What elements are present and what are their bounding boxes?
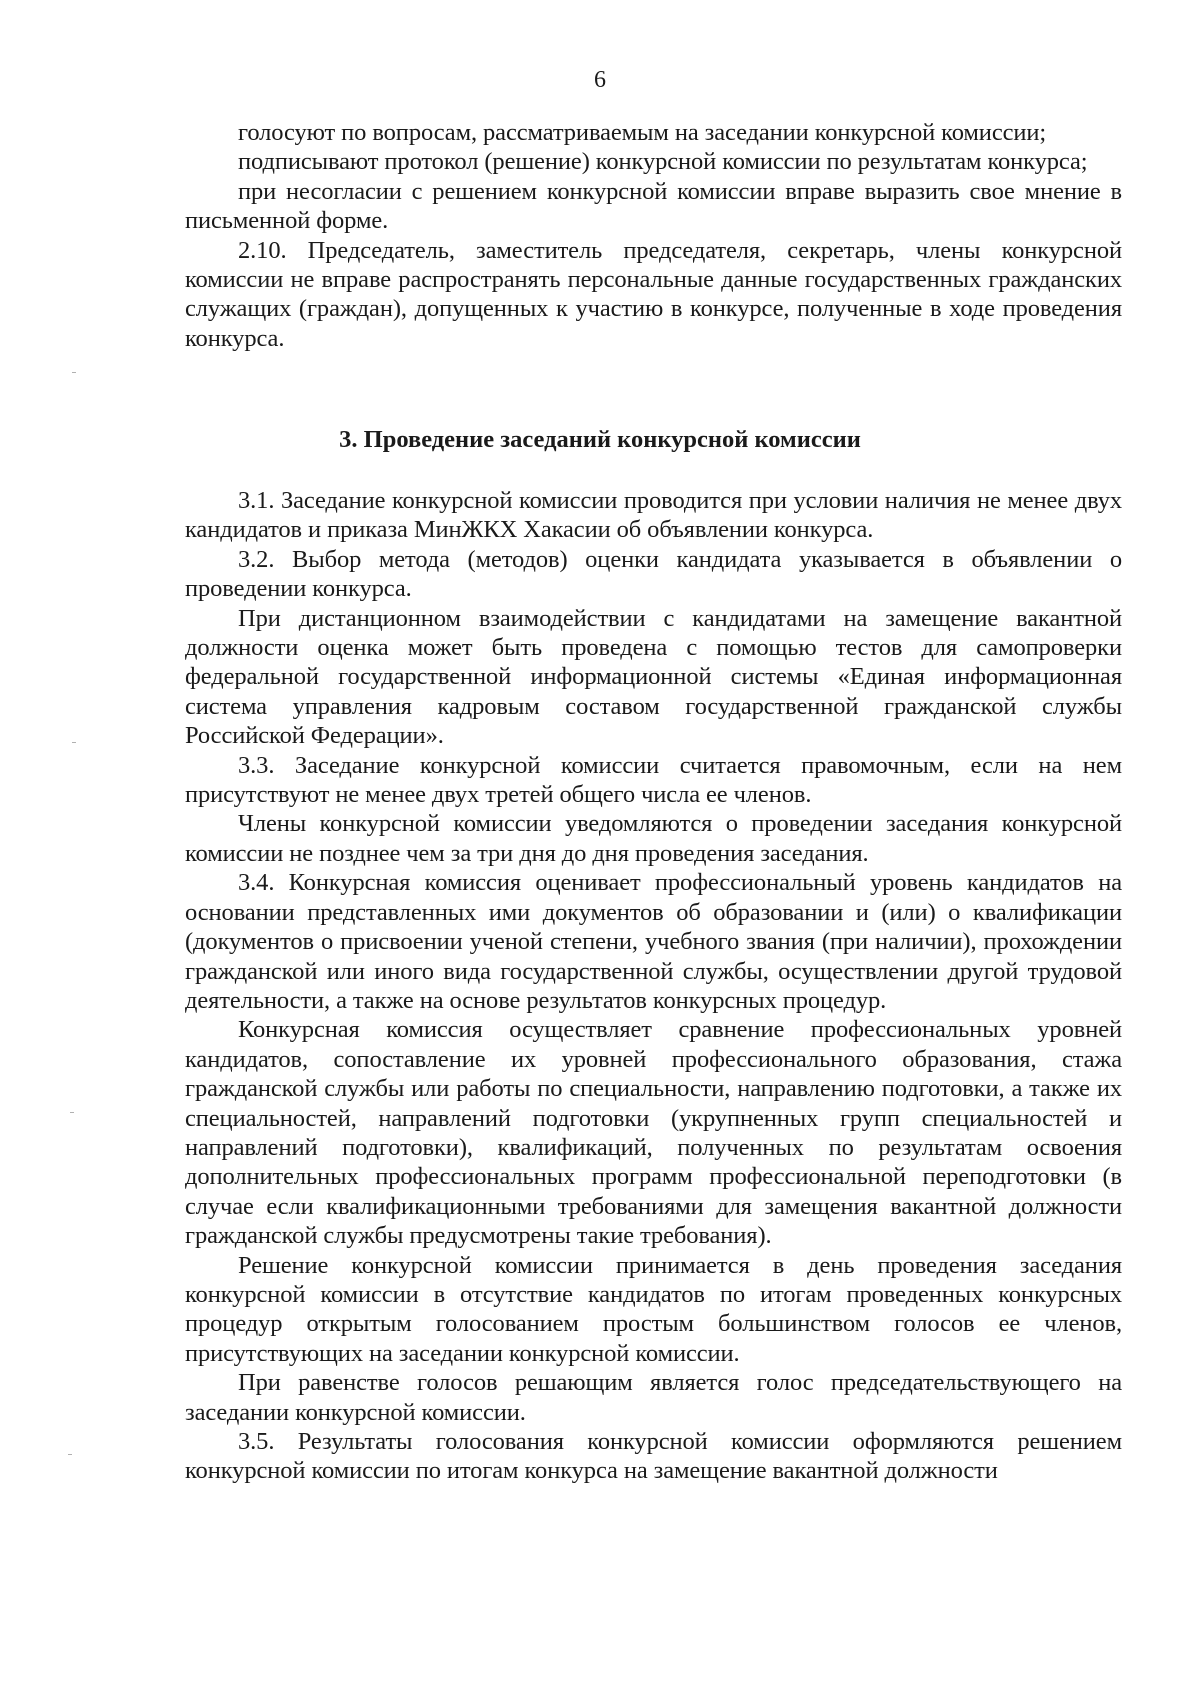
paragraph-vote: голосуют по вопросам, рассматриваемым на заседании конкурсной комиссии; <box>238 119 1047 146</box>
paragraph-disagreement: при несогласии с решением конкурсной комиссии вправе выразить свое мнение в письменной форме. <box>185 177 1122 235</box>
page-number: 6 <box>594 67 606 93</box>
paragraph-remote-assessment: При дистанционном взаимодействии с кандидатами на замещение вакантной должности оценка может быть проведена с помощью тестов для самопроверки федеральной государственной информационной системы «Единая информационная система управления кадровым составом государственной гражданской службы Российской Федерации». <box>185 604 1122 750</box>
paragraph-3-5: 3.5. Результаты голосования конкурсной комиссии оформляются решением конкурсной комиссии по итогам конкурса на замещение вакантной должности <box>185 1428 1122 1485</box>
paragraph-tie-vote: При равенстве голосов решающим является голос председательствующего на заседании конкурсной комиссии. <box>185 1369 1122 1426</box>
paragraph-3-1: 3.1. Заседание конкурсной комиссии проводится при условии наличия не менее двух кандидатов и приказа МинЖКХ Хакасии об объявлении конкурса. <box>185 487 1122 544</box>
paragraph-sign-protocol: подписывают протокол (решение) конкурсной комиссии по результатам конкурса; <box>238 148 1088 176</box>
paragraph-2-10: 2.10. Председатель, заместитель председателя, секретарь, члены конкурсной комиссии не вправе распространять персональные данные государственных гражданских служащих (граждан), допущенных к участию в конкурсе, полученные в ходе проведения конкурса. <box>185 236 1122 352</box>
intro-text-block <box>185 118 1122 353</box>
paragraph-3-3: 3.3. Заседание конкурсной комиссии считается правомочным, если на нем присутствуют не менее двух третей общего числа ее членов. <box>185 751 1122 809</box>
section-text-block <box>185 486 1122 1486</box>
scan-speck <box>72 742 76 743</box>
paragraph-decision: Решение конкурсной комиссии принимается в день проведения заседания конкурсной комиссии в отсутствие кандидатов по итогам проведенных конкурсных процедур открытым голосованием простым большинством голосов ее членов, присутствующих на заседании конкурсной комиссии. <box>185 1251 1122 1367</box>
section-heading: 3. Проведение заседаний конкурсной комиссии <box>339 426 861 453</box>
paragraph-3-2: 3.2. Выбор метода (методов) оценки кандидата указывается в объявлении о проведении конкурса. <box>185 545 1122 603</box>
scan-speck <box>68 1454 72 1455</box>
paragraph-3-4: 3.4. Конкурсная комиссия оценивает профессиональный уровень кандидатов на основании представленных ими документов об образовании и (или) о квалификации (документов о присвоении ученой степени, учебного звания (при наличии), прохождении гражданской или иного вида государственной службы, осуществлении другой трудовой деятельности, а также на основе результатов конкурсных процедур. <box>185 869 1122 1014</box>
paragraph-members-notice: Члены конкурсной комиссии уведомляются о проведении заседания конкурсной комиссии не позднее чем за три дня до дня проведения заседания. <box>185 810 1122 867</box>
scan-speck <box>70 1112 74 1113</box>
paragraph-comparison: Конкурсная комиссия осуществляет сравнение профессиональных уровней кандидатов, сопоставление их уровней профессионального образования, стажа гражданской службы или работы по специальности, направлению подготовки, а также их специальностей, направлений подготовки (укрупненных групп специальностей и направлений подготовки), квалификаций, полученных по результатам освоения дополнительных профессиональных программ профессиональной переподготовки (в случае если квалификационными требованиями для замещения вакантной должности гражданской службы предусмотрены такие требования). <box>185 1016 1122 1250</box>
scan-speck <box>72 372 76 373</box>
